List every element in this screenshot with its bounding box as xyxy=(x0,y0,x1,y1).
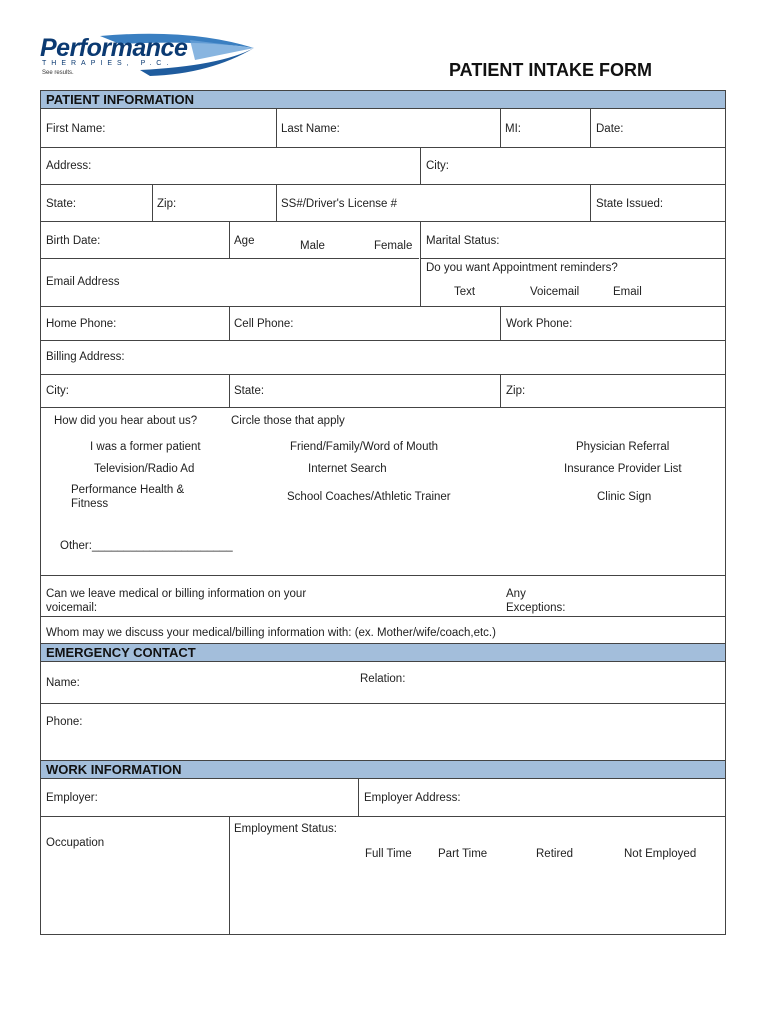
col-divider xyxy=(420,221,421,306)
col-divider xyxy=(229,816,230,934)
birth-date-field[interactable]: Birth Date: xyxy=(46,235,101,247)
col-divider xyxy=(276,184,277,221)
row-divider xyxy=(41,258,419,259)
patient-information-header: PATIENT INFORMATION xyxy=(41,90,725,109)
middle-initial-field[interactable]: MI: xyxy=(505,123,521,135)
cell-phone-field[interactable]: Cell Phone: xyxy=(234,318,294,330)
marital-status-field[interactable]: Marital Status: xyxy=(426,235,500,247)
city-field[interactable]: City: xyxy=(426,160,449,172)
work-phone-field[interactable]: Work Phone: xyxy=(506,318,573,330)
col-divider xyxy=(590,184,591,221)
logo-wordmark: Performance xyxy=(40,34,188,62)
col-divider xyxy=(500,306,501,340)
referral-question: How did you hear about us? xyxy=(54,415,198,427)
email-field[interactable]: Email Address xyxy=(46,276,120,288)
employment-status-label: Employment Status: xyxy=(234,823,337,835)
row-divider xyxy=(41,147,725,148)
row-divider xyxy=(41,306,725,307)
row-divider xyxy=(41,616,725,617)
row-divider xyxy=(41,407,725,408)
occupation-field[interactable]: Occupation xyxy=(46,837,105,849)
home-phone-field[interactable]: Home Phone: xyxy=(46,318,117,330)
referral-former-patient-option[interactable]: I was a former patient xyxy=(90,441,201,453)
state-issued-field[interactable]: State Issued: xyxy=(596,198,664,210)
reminder-text-option[interactable]: Text xyxy=(454,286,476,298)
form-title: PATIENT INTAKE FORM xyxy=(449,60,652,80)
gender-male-option[interactable]: Male xyxy=(300,240,325,252)
referral-friend-option[interactable]: Friend/Family/Word of Mouth xyxy=(290,441,439,453)
col-divider xyxy=(500,374,501,407)
row-divider xyxy=(41,816,725,817)
voicemail-exceptions-field[interactable]: Any Exceptions: xyxy=(506,588,566,614)
emergency-relation-field[interactable]: Relation: xyxy=(360,673,406,685)
zip-field[interactable]: Zip: xyxy=(157,198,177,210)
date-field[interactable]: Date: xyxy=(596,123,624,135)
work-information-header: WORK INFORMATION xyxy=(41,760,725,779)
reminder-email-option[interactable]: Email xyxy=(613,286,642,298)
billing-address-field[interactable]: Billing Address: xyxy=(46,351,125,363)
col-divider xyxy=(276,109,277,147)
status-part-time-option[interactable]: Part Time xyxy=(438,848,488,860)
col-divider xyxy=(420,147,421,184)
billing-city-field[interactable]: City: xyxy=(46,385,69,397)
address-field[interactable]: Address: xyxy=(46,160,92,172)
col-divider xyxy=(229,374,230,407)
referral-other-field[interactable]: Other:______________________ xyxy=(60,540,233,552)
referral-internet-option[interactable]: Internet Search xyxy=(308,463,387,475)
referral-clinic-sign-option[interactable]: Clinic Sign xyxy=(597,491,652,503)
license-field[interactable]: SS#/Driver's License # xyxy=(281,198,397,210)
col-divider xyxy=(500,109,501,147)
referral-physician-option[interactable]: Physician Referral xyxy=(576,441,670,453)
reminders-question: Do you want Appointment reminders? xyxy=(426,262,618,274)
col-divider xyxy=(229,221,230,258)
referral-instruction: Circle those that apply xyxy=(231,415,345,427)
col-divider xyxy=(358,779,359,816)
last-name-field[interactable]: Last Name: xyxy=(281,123,340,135)
row-divider xyxy=(41,340,725,341)
company-logo xyxy=(40,30,260,80)
referral-insurance-option[interactable]: Insurance Provider List xyxy=(564,463,682,475)
billing-state-field[interactable]: State: xyxy=(234,385,265,397)
referral-tv-radio-option[interactable]: Television/Radio Ad xyxy=(94,463,195,475)
row-divider xyxy=(41,221,725,222)
employer-address-field[interactable]: Employer Address: xyxy=(364,792,461,804)
voicemail-question[interactable]: Can we leave medical or billing information on your voicemail: xyxy=(46,588,307,614)
state-field[interactable]: State: xyxy=(46,198,77,210)
gender-female-option[interactable]: Female xyxy=(374,240,413,252)
discuss-info-field[interactable]: Whom may we discuss your medical/billing information with: (ex. Mother/wife/coach,etc.) xyxy=(46,627,496,639)
emergency-phone-field[interactable]: Phone: xyxy=(46,716,83,728)
emergency-name-field[interactable]: Name: xyxy=(46,677,80,689)
emergency-contact-header: EMERGENCY CONTACT xyxy=(41,643,725,662)
billing-zip-field[interactable]: Zip: xyxy=(506,385,526,397)
age-field[interactable]: Age xyxy=(234,235,255,247)
col-divider xyxy=(590,109,591,147)
logo-tagline: See results. xyxy=(42,70,74,76)
row-divider xyxy=(41,184,725,185)
status-full-time-option[interactable]: Full Time xyxy=(365,848,412,860)
employer-field[interactable]: Employer: xyxy=(46,792,98,804)
reminder-voicemail-option[interactable]: Voicemail xyxy=(530,286,580,298)
col-divider xyxy=(152,184,153,221)
row-divider xyxy=(420,258,725,259)
form-frame xyxy=(40,90,726,935)
row-divider xyxy=(41,703,725,704)
status-retired-option[interactable]: Retired xyxy=(536,848,574,860)
referral-coaches-option[interactable]: School Coaches/Athletic Trainer xyxy=(287,491,451,503)
status-not-employed-option[interactable]: Not Employed xyxy=(624,848,697,860)
row-divider xyxy=(41,374,725,375)
referral-health-fitness-option[interactable]: Performance Health & Fitness xyxy=(71,484,185,510)
logo-subtitle: THERAPIES, P.C. xyxy=(42,60,174,67)
col-divider xyxy=(229,306,230,340)
first-name-field[interactable]: First Name: xyxy=(46,123,106,135)
row-divider xyxy=(41,575,725,576)
